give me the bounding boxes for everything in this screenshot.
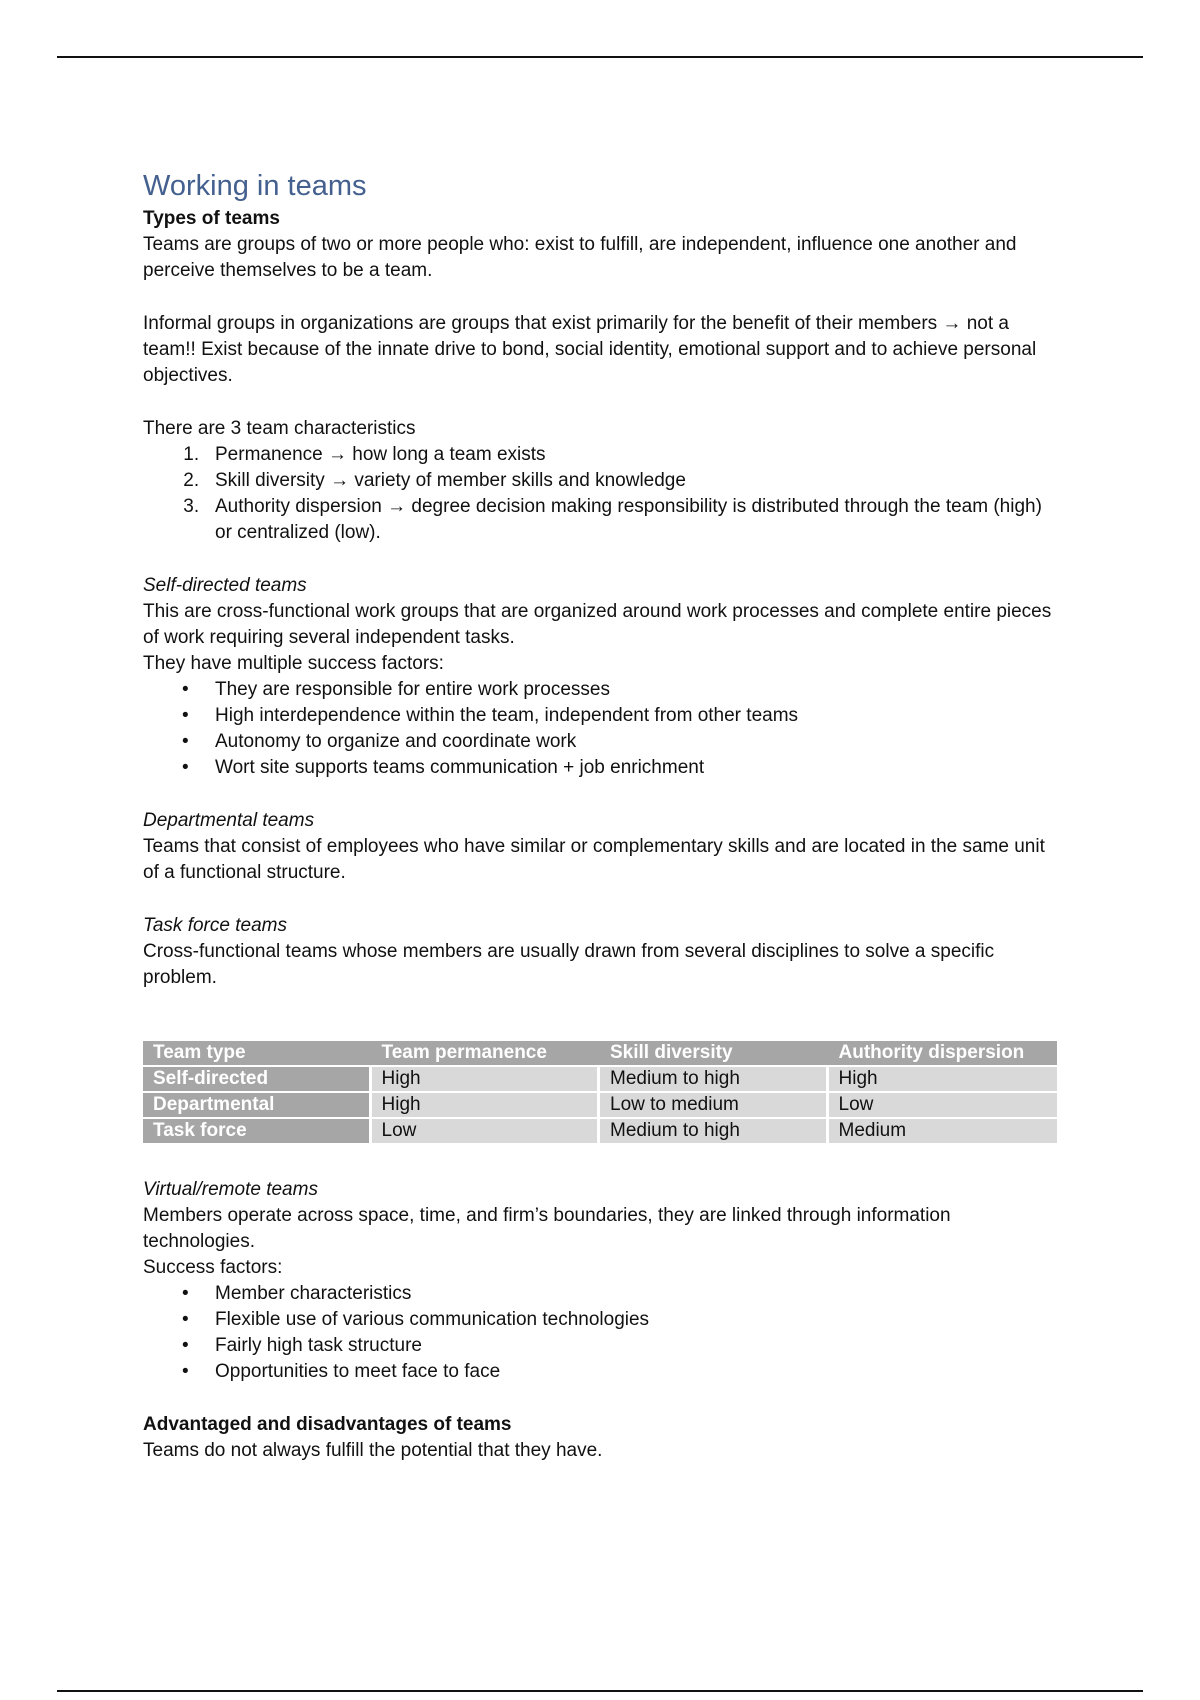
table-cell: Medium to high — [600, 1067, 829, 1091]
list-item: 3. Authority dispersion → degree decision making responsibility is distributed through the team (high) or centralized (low). — [215, 494, 1063, 546]
list-item: 2. Skill diversity → variety of member skills and knowledge — [215, 468, 1063, 494]
table-row-label: Task force — [143, 1119, 372, 1143]
characteristics-list — [143, 442, 1063, 546]
types-definition: Teams are groups of two or more people who: exist to fulfill, are independent, influence one another and perceive themselves to be a team. — [143, 234, 1017, 281]
table-header-cell: Skill diversity — [600, 1041, 829, 1065]
table-cell: High — [829, 1067, 1058, 1091]
self-directed-heading: Self-directed teams — [143, 575, 307, 596]
footer-rule — [57, 1690, 1143, 1692]
list-item: • Wort site supports teams communication + job enrichment — [215, 755, 1063, 781]
virtual-text: Members operate across space, time, and firm’s boundaries, they are linked through information technologies. — [143, 1205, 951, 1252]
table-cell: High — [372, 1067, 601, 1091]
departmental-heading: Departmental teams — [143, 810, 315, 831]
table-cell: Medium to high — [600, 1119, 829, 1143]
informal-groups-paragraph: Informal groups in organizations are groups that exist primarily for the benefit of their members → not a team!! Exist because of the innate drive to bond, social identity, emotional support and to achieve personal objectives. — [143, 313, 1037, 386]
task-force-heading: Task force teams — [143, 915, 287, 936]
self-directed-text: This are cross-functional work groups that are organized around work processes and complete entire pieces of work requiring several independent tasks. — [143, 601, 1052, 648]
advantages-heading: Advantaged and disadvantages of teams — [143, 1414, 512, 1435]
table-header-cell: Team type — [143, 1041, 372, 1065]
characteristics-intro: There are 3 team characteristics — [143, 418, 416, 439]
table-cell: Medium — [829, 1119, 1058, 1143]
list-item: • High interdependence within the team, independent from other teams — [215, 703, 1063, 729]
table-cell: High — [372, 1093, 601, 1117]
virtual-heading: Virtual/remote teams — [143, 1179, 318, 1200]
list-item: • Member characteristics — [215, 1281, 1063, 1307]
header-rule — [57, 56, 1143, 58]
table-cell: Low to medium — [600, 1093, 829, 1117]
list-item: 1. Permanence → how long a team exists — [215, 442, 1063, 468]
self-directed-factors-intro: They have multiple success factors: — [143, 653, 444, 674]
team-types-table — [143, 1039, 1057, 1145]
table-cell: Low — [372, 1119, 601, 1143]
virtual-factors-list — [143, 1281, 1063, 1385]
table-header-row — [143, 1041, 1057, 1065]
list-item: • They are responsible for entire work processes — [215, 677, 1063, 703]
table-row-label: Departmental — [143, 1093, 372, 1117]
table-row — [143, 1067, 1057, 1091]
virtual-factors-intro: Success factors: — [143, 1257, 283, 1278]
list-item: • Opportunities to meet face to face — [215, 1359, 1063, 1385]
task-force-text: Cross-functional teams whose members are usually drawn from several disciplines to solve a specific problem. — [143, 941, 995, 988]
page-title: Working in teams — [143, 170, 367, 202]
table-row — [143, 1093, 1057, 1117]
advantages-text: Teams do not always fulfill the potential that they have. — [143, 1440, 603, 1461]
document-body — [143, 168, 1063, 1464]
types-heading: Types of teams — [143, 208, 280, 229]
list-item: • Fairly high task structure — [215, 1333, 1063, 1359]
table-header-cell: Team permanence — [372, 1041, 601, 1065]
table-cell: Low — [829, 1093, 1058, 1117]
table-row — [143, 1119, 1057, 1143]
list-item: • Flexible use of various communication technologies — [215, 1307, 1063, 1333]
table-row-label: Self-directed — [143, 1067, 372, 1091]
list-item: • Autonomy to organize and coordinate work — [215, 729, 1063, 755]
self-directed-factors-list — [143, 677, 1063, 781]
departmental-text: Teams that consist of employees who have similar or complementary skills and are located in the same unit of a functional structure. — [143, 836, 1045, 883]
table-header-cell: Authority dispersion — [829, 1041, 1058, 1065]
